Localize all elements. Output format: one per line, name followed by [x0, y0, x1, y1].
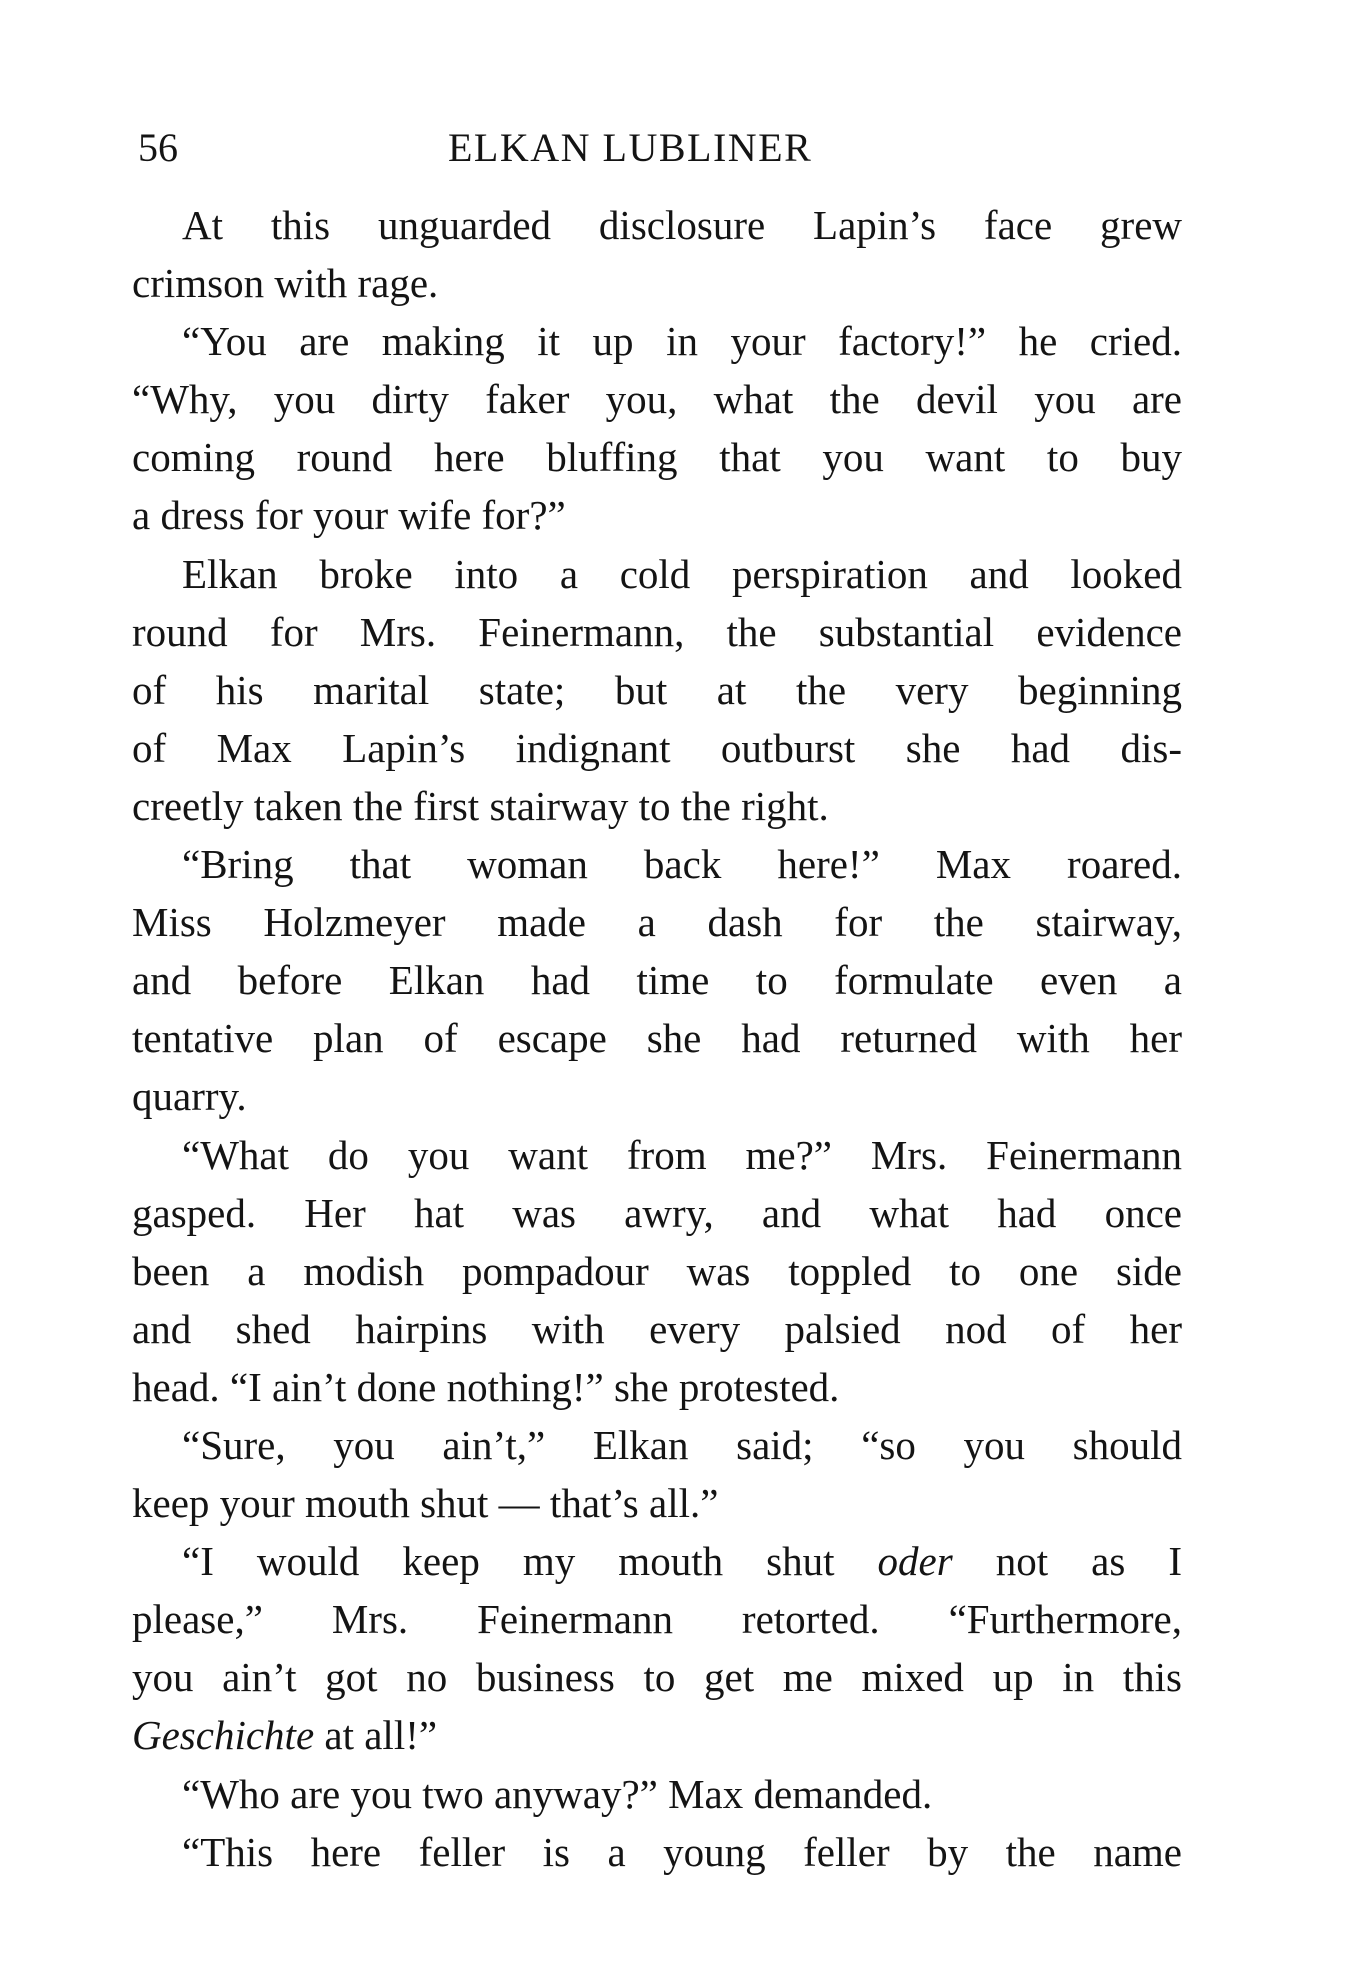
text-run: you ain’t got no business to get me mixed up in this [132, 1654, 1182, 1701]
paragraph [132, 312, 1182, 370]
text-run: please,” Mrs. Feinermann retorted. “Furthermore, [132, 1596, 1182, 1643]
text-line: of Max Lapin’s indignant outburst she had dis- [132, 724, 1182, 771]
text-line: crimson with rage. [132, 260, 439, 307]
text-line: “Why, you dirty faker you, what the devil you are [132, 376, 1182, 423]
running-title: ELKAN LUBLINER [448, 125, 813, 170]
text-line: At this unguarded disclosure Lapin’s face grew [182, 202, 1182, 248]
text-line: gasped. Her hat was awry, and what had once [132, 1189, 1182, 1236]
text-line: “What do you want from me?” Mrs. Feinermann [182, 1131, 1182, 1178]
text-line: a dress for your wife for?” [132, 492, 566, 539]
text-line: “This here feller is a young feller by the name [182, 1828, 1182, 1875]
text-line: of his marital state; but at the very beginning [132, 666, 1182, 713]
text-line: been a modish pompadour was toppled to one side [132, 1247, 1182, 1294]
text-line: coming round here bluffing that you want to buy [132, 434, 1182, 481]
paragraph [132, 370, 1182, 544]
text-line [132, 1590, 1182, 1648]
text-line: and before Elkan had time to formulate even a [132, 957, 1182, 1004]
text-line [132, 1706, 1182, 1764]
paragraph [132, 1765, 1182, 1823]
text-run: not as I [952, 1538, 1182, 1585]
text-line: tentative plan of escape she had returned with her [132, 1015, 1182, 1062]
text-line [132, 1532, 1182, 1590]
page-header [138, 118, 1178, 178]
text-line [132, 1648, 1182, 1706]
body-text [132, 196, 1182, 1881]
text-line: head. “I ain’t done nothing!” she protested. [132, 1363, 840, 1410]
text-run: “I would keep my mouth shut [182, 1538, 878, 1585]
paragraph [132, 545, 1182, 835]
page-number: 56 [138, 125, 178, 170]
text-line: round for Mrs. Feinermann, the substantial evidence [132, 608, 1182, 655]
paragraph [132, 1416, 1182, 1532]
text-line: quarry. [132, 1073, 247, 1120]
text-line: and shed hairpins with every palsied nod of her [132, 1305, 1182, 1352]
paragraph [132, 196, 1182, 312]
text-line: keep your mouth shut — that’s all.” [132, 1480, 719, 1527]
text-line: creetly taken the first stairway to the right. [132, 782, 829, 829]
paragraph [132, 1823, 1182, 1881]
text-line: “Sure, you ain’t,” Elkan said; “so you should [182, 1421, 1182, 1468]
text-line: “Bring that woman back here!” Max roared. [182, 841, 1182, 888]
italic-word: oder [877, 1538, 953, 1585]
paragraph [132, 1532, 1182, 1764]
paragraph [132, 1126, 1182, 1416]
text-line: “Who are you two anyway?” Max demanded. [182, 1770, 933, 1817]
italic-word: Geschichte [132, 1712, 315, 1759]
text-line: “You are making it up in your factory!” he cried. [182, 318, 1182, 365]
text-line: Elkan broke into a cold perspiration and looked [182, 550, 1182, 597]
paragraph [132, 835, 1182, 1125]
text-line: Miss Holzmeyer made a dash for the stairway, [132, 899, 1182, 946]
text-run: at all!” [314, 1712, 438, 1759]
